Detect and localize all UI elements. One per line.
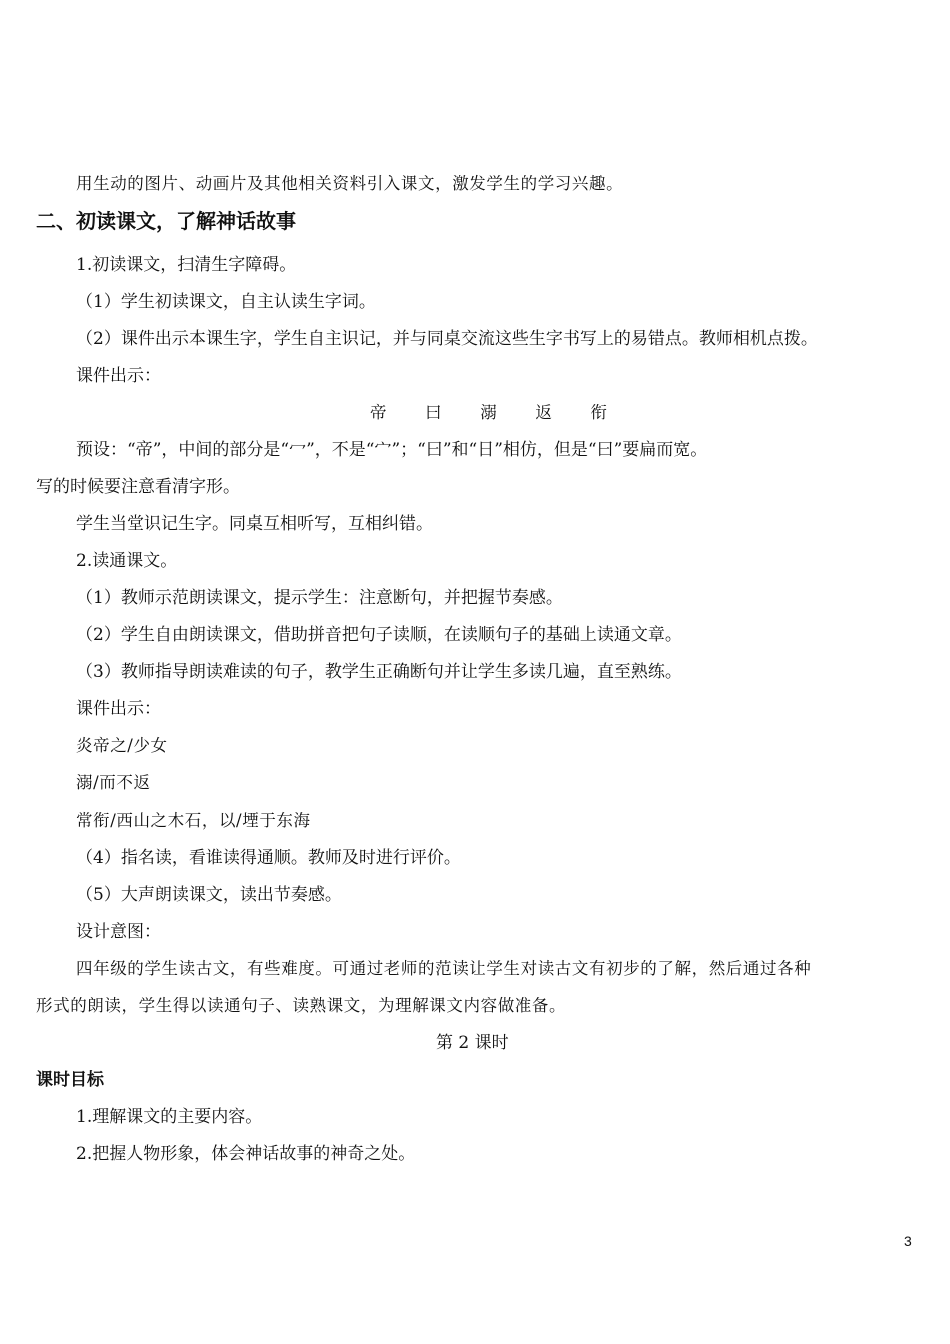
preset-line-2: 写的时候要注意看清字形。 [36,477,240,497]
step-2-3: （3）教师指导朗读难读的句子，教学生正确断句并让学生多读几遍，直至熟练。 [76,662,682,682]
design-line-2: 形式的朗读，学生得以读通句子、读熟课文，为理解课文内容做准备。 [36,996,567,1015]
step-2-5: （5）大声朗读课文，读出节奏感。 [76,885,342,905]
character: 衔 [590,403,608,422]
step-2-2: （2）学生自由朗读课文，借助拼音把句子读顺，在读顺句子的基础上读通文章。 [76,625,682,645]
goals-heading: 课时目标 [36,1070,104,1090]
character: 曰 [425,403,443,422]
design-label: 设计意图： [76,922,161,942]
dictation-line: 学生当堂识记生字。同桌互相听写，互相纠错。 [76,514,433,534]
section-heading: 二、初读课文，了解神话故事 [36,209,296,233]
step-1: 1.初读课文，扫清生字障碍。 [76,255,297,275]
step-1-1: （1）学生初读课文，自主认读生字词。 [76,292,376,312]
courseware-label-1: 课件出示： [76,366,161,386]
goal-1: 1.理解课文的主要内容。 [76,1107,263,1127]
new-characters [370,401,608,425]
lesson-title: 第 2 课时 [436,1033,509,1053]
character: 溺 [480,403,498,422]
step-2-1: （1）教师示范朗读课文，提示学生：注意断句，并把握节奏感。 [76,588,563,608]
goal-2: 2.把握人物形象，体会神话故事的神奇之处。 [76,1144,416,1164]
character: 返 [535,403,553,422]
character: 帝 [370,403,388,422]
page-number: 3 [904,1233,912,1249]
preset-line-1: 预设：“帝”，中间的部分是“冖”，不是“宀”；“曰”和“日”相仿，但是“曰”要扁而宽。 [76,440,708,460]
step-2-4: （4）指名读，看谁读得通顺。教师及时进行评价。 [76,848,461,868]
phrase-2: 溺/而不返 [76,773,151,792]
step-1-2: （2）课件出示本课生字，学生自主识记，并与同桌交流这些生字书写上的易错点。教师相机点拨。 [76,329,818,349]
step-2: 2.读通课文。 [76,551,178,571]
courseware-label-2: 课件出示： [76,699,161,719]
phrase-1: 炎帝之/少女 [76,736,168,755]
intro-line: 用生动的图片、动画片及其他相关资料引入课文，激发学生的学习兴趣。 [76,174,624,193]
design-line-1: 四年级的学生读古文，有些难度。可通过老师的范读让学生对读古文有初步的了解，然后通过各种 [76,959,812,978]
phrase-3: 常衔/西山之木石，以/堙于东海 [76,811,311,830]
